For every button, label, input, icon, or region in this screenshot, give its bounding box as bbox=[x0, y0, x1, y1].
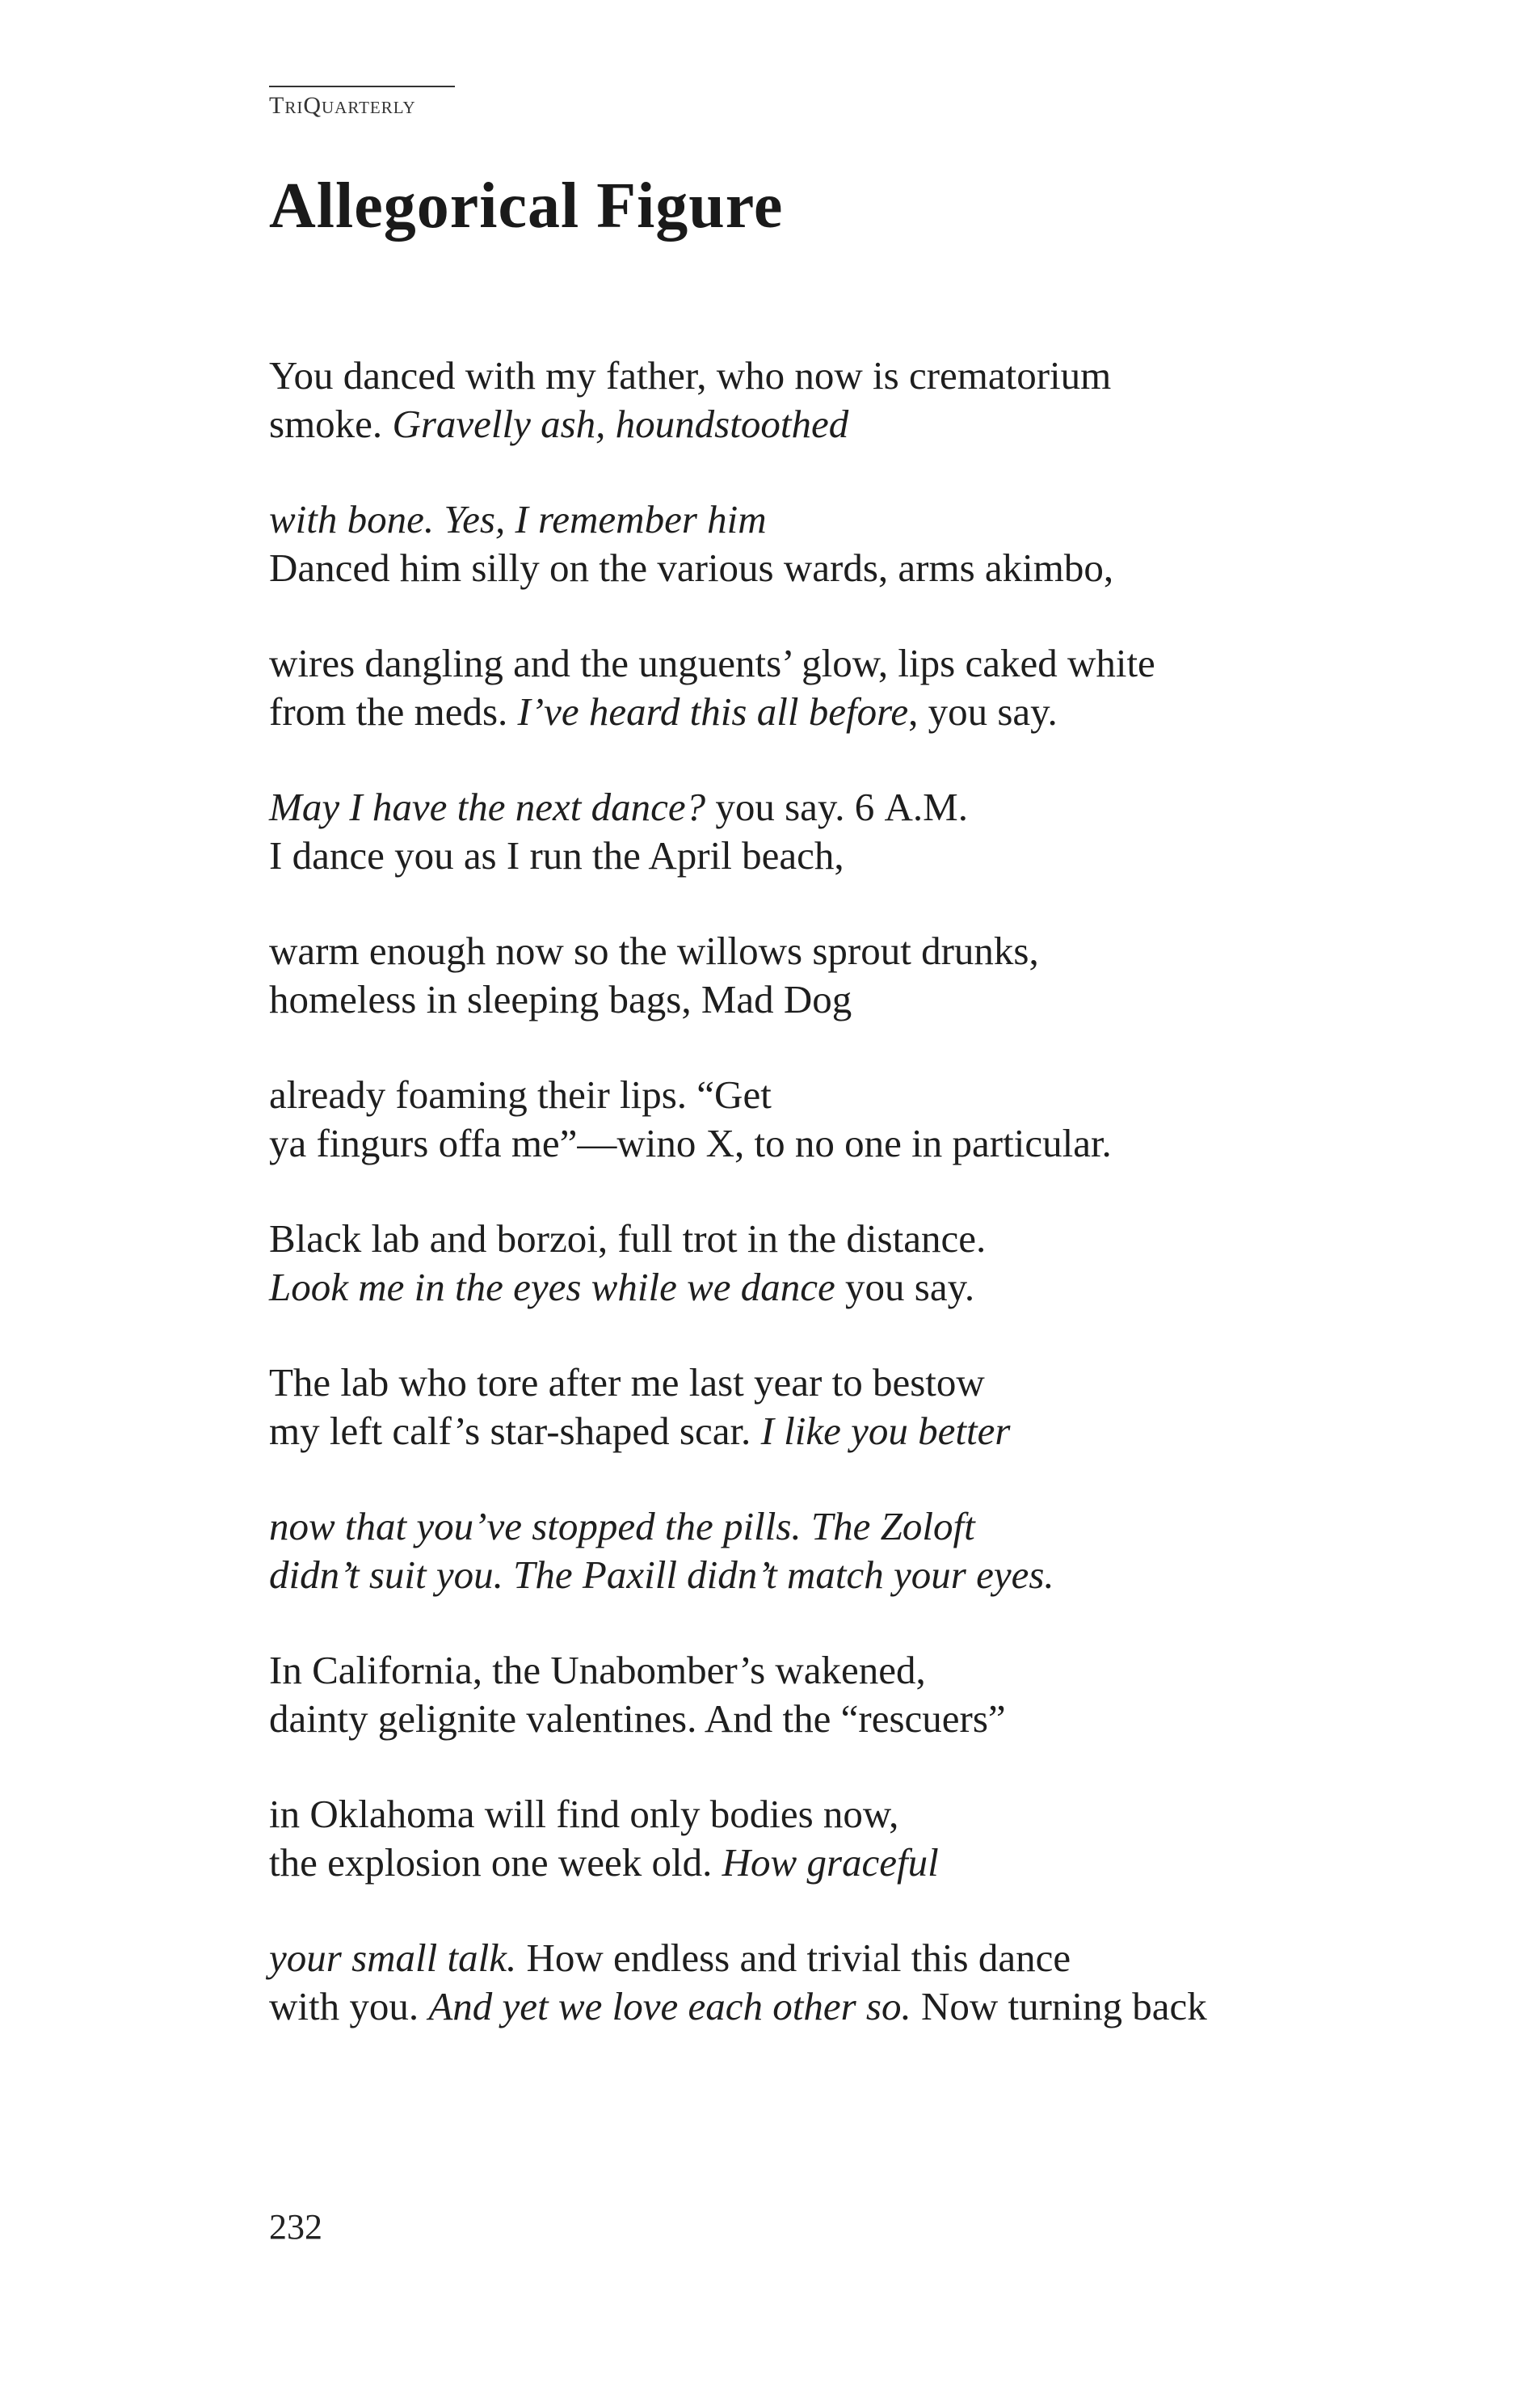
stanza bbox=[269, 1790, 1360, 1887]
italic-segment: I like you better bbox=[760, 1409, 1011, 1453]
poem-line bbox=[269, 1790, 1360, 1839]
stanza bbox=[269, 1358, 1360, 1455]
stanza bbox=[269, 783, 1360, 880]
poem-line bbox=[269, 688, 1360, 736]
poem-line bbox=[269, 1646, 1360, 1695]
stanza bbox=[269, 1502, 1360, 1599]
italic-segment: I’ve heard this all before bbox=[517, 689, 909, 734]
text-segment: you say. bbox=[835, 1265, 975, 1309]
poem-line bbox=[269, 1502, 1360, 1551]
text-segment: from the meds. bbox=[269, 689, 518, 734]
italic-segment: with bone. Yes, I remember him bbox=[269, 497, 767, 541]
text-segment: smoke. bbox=[269, 402, 393, 446]
poem-line bbox=[269, 495, 1360, 544]
poem-line bbox=[269, 927, 1360, 975]
stanza bbox=[269, 927, 1360, 1024]
poem-line bbox=[269, 1215, 1360, 1263]
running-head: TriQuarterly bbox=[269, 92, 416, 119]
stanza bbox=[269, 1646, 1360, 1743]
italic-segment: And yet we love each other so. bbox=[428, 1984, 911, 2028]
poem-line bbox=[269, 1934, 1360, 1982]
text-segment: , you say. bbox=[908, 689, 1058, 734]
stanza bbox=[269, 495, 1360, 592]
poem-body bbox=[269, 352, 1360, 2078]
poem-line bbox=[269, 639, 1360, 688]
poem-title: Allegorical Figure bbox=[269, 171, 784, 242]
poem-line bbox=[269, 1695, 1360, 1743]
text-segment: I dance you as I run the April beach, bbox=[269, 833, 844, 878]
text-segment: the explosion one week old. bbox=[269, 1840, 722, 1885]
text-segment: Black lab and borzoi, full trot in the distance. bbox=[269, 1216, 987, 1261]
page-number: 232 bbox=[269, 2207, 322, 2247]
text-segment: in Oklahoma will find only bodies now, bbox=[269, 1792, 899, 1836]
poem-line bbox=[269, 975, 1360, 1024]
text-segment: my left calf’s star-shaped scar. bbox=[269, 1409, 761, 1453]
italic-segment: Look me in the eyes while we dance bbox=[269, 1265, 835, 1309]
text-segment: The lab who tore after me last year to bestow bbox=[269, 1360, 985, 1405]
italic-segment: May I have the next dance? bbox=[269, 785, 706, 829]
poem-line bbox=[269, 1839, 1360, 1887]
text-segment: You danced with my father, who now is crematorium bbox=[269, 353, 1112, 398]
poem-line bbox=[269, 1119, 1360, 1168]
poem-line bbox=[269, 1263, 1360, 1312]
text-segment: dainty gelignite valentines. And the “rescuers” bbox=[269, 1696, 1006, 1741]
poem-line bbox=[269, 1071, 1360, 1119]
text-segment: ya fingurs offa me”—wino X, to no one in particular. bbox=[269, 1121, 1112, 1165]
stanza bbox=[269, 639, 1360, 736]
text-segment: already foaming their lips. “Get bbox=[269, 1072, 772, 1117]
poem-line bbox=[269, 1358, 1360, 1407]
italic-segment: now that you’ve stopped the pills. The Zoloft bbox=[269, 1504, 975, 1548]
text-segment: with you. bbox=[269, 1984, 429, 2028]
poem-line bbox=[269, 352, 1360, 400]
poem-line bbox=[269, 1407, 1360, 1455]
text-segment: Danced him silly on the various wards, arms akimbo, bbox=[269, 545, 1114, 590]
poem-line bbox=[269, 783, 1360, 832]
italic-segment: Gravelly ash, houndstoothed bbox=[392, 402, 849, 446]
text-segment: warm enough now so the willows sprout drunks, bbox=[269, 929, 1039, 973]
italic-segment: didn’t suit you. The Paxill didn’t match your eyes. bbox=[269, 1552, 1054, 1597]
stanza bbox=[269, 352, 1360, 449]
italic-segment: How graceful bbox=[722, 1840, 939, 1885]
stanza bbox=[269, 1215, 1360, 1312]
text-segment: you say. 6 bbox=[705, 785, 885, 829]
poem-line bbox=[269, 1551, 1360, 1599]
header-rule bbox=[269, 86, 455, 87]
text-segment: wires dangling and the unguents’ glow, lips caked white bbox=[269, 641, 1155, 685]
poem-line bbox=[269, 832, 1360, 880]
text-segment: How endless and trivial this dance bbox=[516, 1936, 1071, 1980]
stanza bbox=[269, 1934, 1360, 2031]
text-segment: Now turning back bbox=[911, 1984, 1207, 2028]
poem-line bbox=[269, 544, 1360, 592]
text-segment: In California, the Unabomber’s wakened, bbox=[269, 1648, 926, 1692]
stanza bbox=[269, 1071, 1360, 1168]
poem-line bbox=[269, 1982, 1360, 2031]
italic-segment: your small talk. bbox=[269, 1936, 517, 1980]
poem-line bbox=[269, 400, 1360, 449]
text-segment: A.M. bbox=[884, 785, 968, 829]
text-segment: homeless in sleeping bags, Mad Dog bbox=[269, 977, 852, 1021]
